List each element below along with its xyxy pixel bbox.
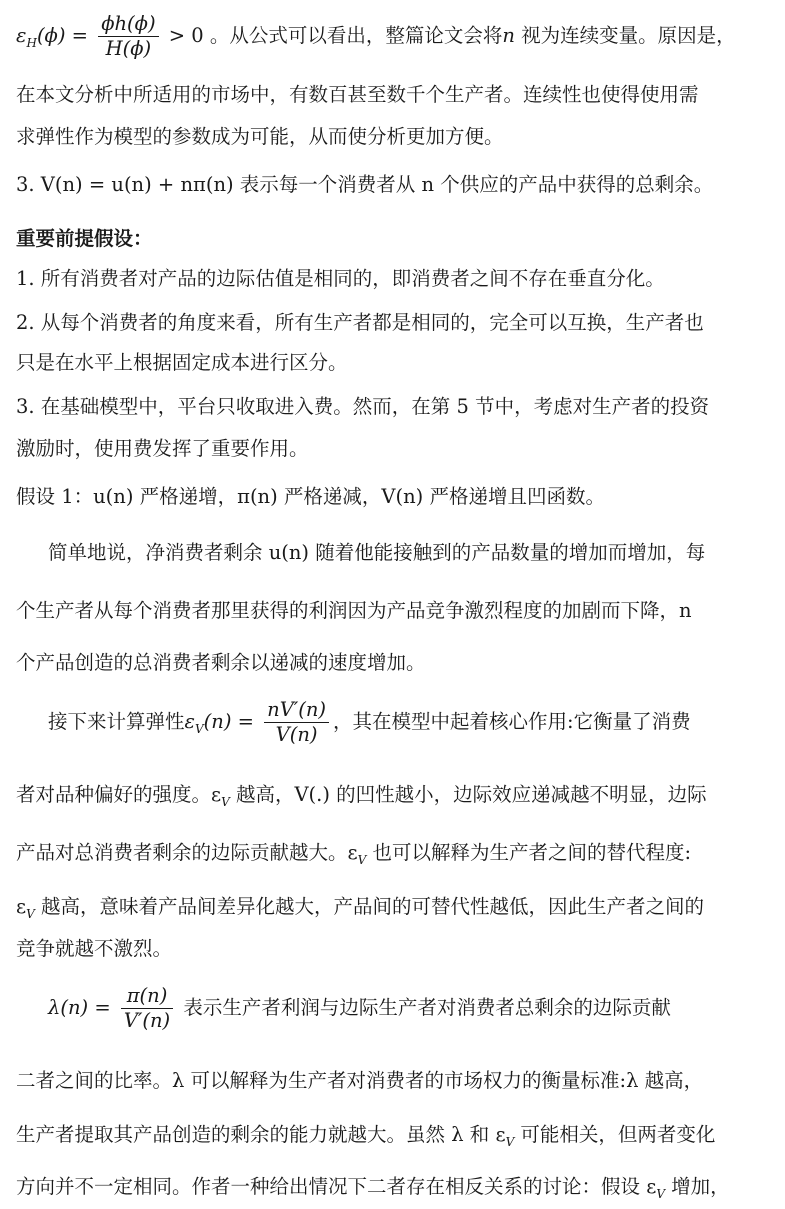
text-line-17 [16,838,773,875]
epsH-subscript: H [26,35,37,50]
line1-n: n [502,24,515,47]
line15-post: ，其在模型中起着核心作用:它衡量了消费 [333,710,691,733]
text-line-6: 1. 所有消费者对产品的边际估值是相同的，即消费者之间不存在垂直分化。 [16,267,665,290]
line17-sub: V [357,852,367,867]
text-line-19: 竞争就越不激烈。 [16,937,173,960]
epsH-fraction [98,12,158,61]
lambda-fraction [121,984,173,1033]
line23-pre: 方向并不一定相同。作者一种给出情况下二者存在相反关系的讨论：假设 ε [16,1175,657,1198]
text-line-10: 激励时，使用费发挥了重要作用。 [16,437,309,460]
assumption-1-line: 假设 1：u(n) 严格递增，π(n) 严格递减，V(n) 严格递增且凹函数。 [16,485,605,508]
text-line-9: 3. 在基础模型中，平台只收取进入费。然而，在第 5 节中，考虑对生产者的投资 [16,395,710,418]
epsV-arg: (n) = [203,710,254,733]
lambda-denominator: V′(n) [123,1009,171,1032]
line16-post: 越高，V(.) 的凹性越小，边际效应递减越不明显，边际 [229,783,707,806]
line23-post: 增加， [664,1175,730,1198]
text-line-21: 二者之间的比率。λ 可以解释为生产者对消费者的市场权力的衡量标准:λ 越高， [16,1069,704,1092]
line22-pre: 生产者提取其产品创造的剩余的能力就越大。虽然 λ 和 ε [16,1123,506,1146]
line1-post: > 0 。从公式可以看出，整篇论文会将 [162,24,503,47]
line18-pre: ε [16,895,27,918]
lambda-lhs: λ(n) = [48,996,111,1019]
epsV-subscript: V [194,721,204,736]
epsV-numerator: nV′(n) [264,698,329,723]
line17-pre: 产品对总消费者剩余的边际贡献越大。ε [16,841,358,864]
text-line-4: 3. V(n) = u(n) + nπ(n) 表示每一个消费者从 n 个供应的产品中获得的总剩余。 [16,173,714,196]
text-line-8: 只是在水平上根据固定成本进行区分。 [16,351,348,374]
line15-pre: 接下来计算弹性 [48,710,185,733]
epsV-symbol: ε [184,710,195,733]
text-line-1 [16,12,773,61]
line23-sub: V [656,1186,665,1201]
line22-sub: V [505,1134,515,1149]
text-line-18 [16,892,773,929]
text-line-7: 2. 从每个消费者的角度来看，所有生产者都是相同的，完全可以互换，生产者也 [16,311,704,334]
line18-post: 越高，意味着产品间差异化越大，产品间的可替代性越低，因此生产者之间的 [34,895,704,918]
text-line-2: 在本文分析中所适用的市场中，有数百甚至数千个生产者。连续性也使得使用需 [16,83,699,106]
line22-post: 可能相关，但两者变化 [514,1123,716,1146]
epsH-symbol: ε [16,24,27,47]
line16-pre: 者对品种偏好的强度。ε [16,783,222,806]
line17-post: 也可以解释为生产者之间的替代程度: [366,841,692,864]
text-line-22 [16,1120,773,1157]
epsH-denominator: H(ϕ) [105,37,152,60]
line16-sub: V [221,794,230,809]
epsH-arg: (ϕ) = [36,24,88,47]
text-line-23 [16,1172,773,1209]
lambda-numerator: π(n) [121,984,173,1009]
text-line-20 [48,984,773,1033]
section-heading-assumptions: 重要前提假设： [16,227,153,250]
line18-sub: V [26,906,35,921]
epsH-numerator: ϕh(ϕ) [98,12,158,37]
text-line-3: 求弹性作为模型的参数成为可能，从而使分析更加方便。 [16,125,504,148]
text-line-16 [16,780,773,817]
text-line-12: 简单地说，净消费者剩余 u(n) 随着他能接触到的产品数量的增加而增加，每 [48,541,706,564]
epsV-denominator: V(n) [275,723,318,746]
line20-post: 表示生产者利润与边际生产者对消费者总剩余的边际贡献 [177,996,671,1019]
text-line-15 [48,698,773,747]
epsV-fraction [264,698,329,747]
text-line-14: 个产品创造的总消费者剩余以递减的速度增加。 [16,651,426,674]
line1-tail: 视为连续变量。原因是， [514,24,736,47]
text-line-13: 个生产者从每个消费者那里获得的利润因为产品竞争激烈程度的加剧而下降，n [16,599,692,622]
